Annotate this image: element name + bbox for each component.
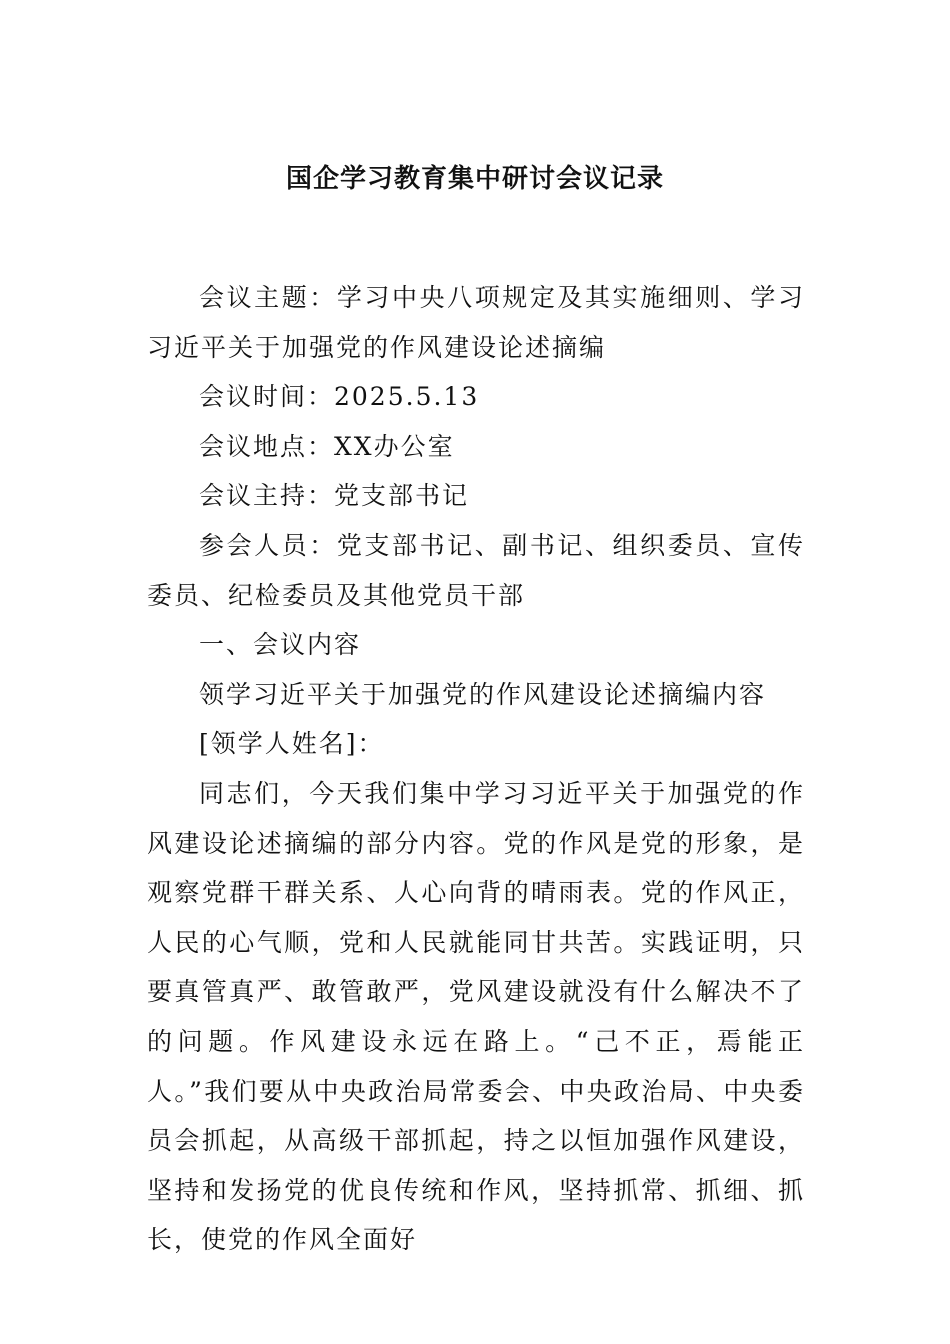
meeting-time: 会议时间：2025.5.13: [199, 382, 480, 412]
meeting-topic: 会议主题：学习中央八项规定及其实施细则、学习习近平关于加强党的作风建设论述摘编: [147, 283, 805, 362]
meeting-attendees: 参会人员：党支部书记、副书记、组织委员、宣传委员、纪检委员及其他党员干部: [147, 530, 805, 610]
study-subheading: 领学习近平关于加强党的作风建设论述摘编内容: [199, 679, 767, 709]
speaker-label: [领学人姓名]：: [199, 729, 385, 759]
meeting-location: 会议地点：XX办公室: [199, 431, 455, 461]
document-body: [147, 273, 805, 1265]
document-title: 国企学习教育集中研讨会议记录: [285, 164, 664, 194]
section-heading: 一、会议内容: [199, 630, 362, 660]
speech-paragraph: 同志们，今天我们集中学习习近平关于加强党的作风建设论述摘编的部分内容。党的作风是党的形象，是观察党群干群关系、人心向背的晴雨表。党的作风正，人民的心气顺，党和人民就能同甘共苦。实践证明，只要真管真严、敢管敢严，党风建设就没有什么解决不了的问题。作风建设永远在路上。“己不正，焉能正人。”我们要从中央政治局常委会、中央政治局、中央委员会抓起，从高级干部抓起，持之以恒加强作风建设，坚持和发扬党的优良传统和作风，坚持抓常、抓细、抓长，使党的作风全面好: [147, 778, 805, 1255]
meeting-host: 会议主持：党支部书记: [199, 481, 470, 511]
